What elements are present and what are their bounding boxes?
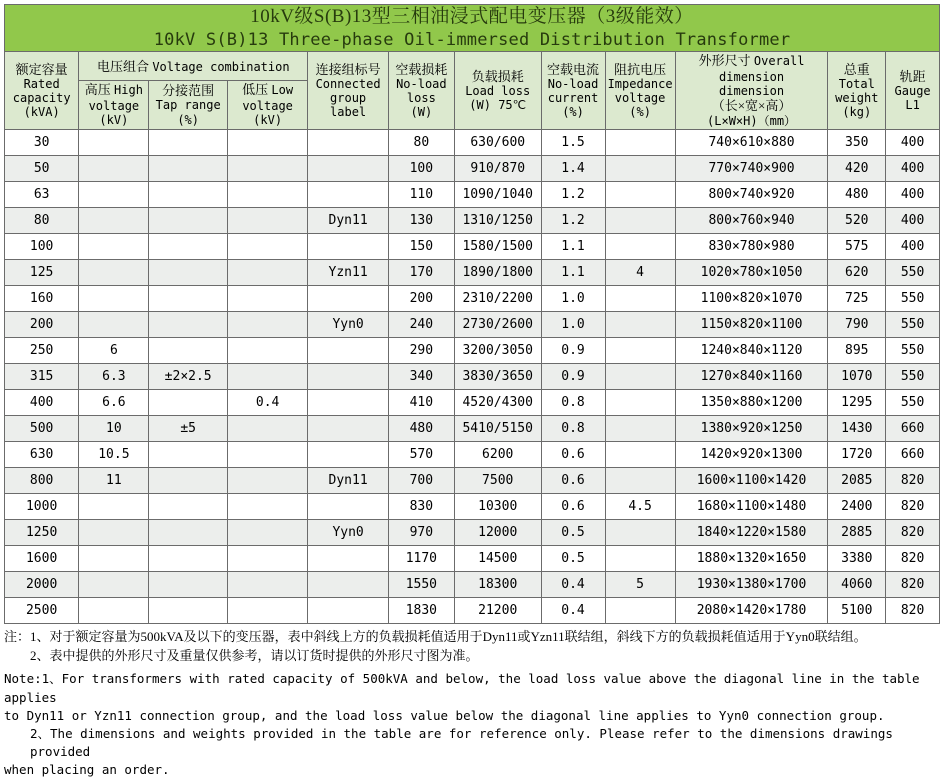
cell-tap-range <box>149 337 227 363</box>
cell-tap-range: ±5 <box>149 415 227 441</box>
cell-load-loss: 1090/1040 <box>454 181 541 207</box>
cell-rated-capacity: 400 <box>5 389 79 415</box>
cell-no-load-loss: 150 <box>388 233 454 259</box>
cell-load-loss: 1310/1250 <box>454 207 541 233</box>
header-total-weight: 总重 Total weight (kg) <box>828 52 886 129</box>
cell-tap-range <box>149 311 227 337</box>
cell-rated-capacity: 1000 <box>5 493 79 519</box>
cell-connected-group <box>308 129 388 155</box>
table-row <box>5 311 940 337</box>
cell-impedance-voltage <box>605 285 675 311</box>
cell-no-load-loss: 570 <box>388 441 454 467</box>
cell-high-voltage <box>79 571 149 597</box>
cell-total-weight: 4060 <box>828 571 886 597</box>
cell-connected-group <box>308 545 388 571</box>
cell-connected-group: Yyn0 <box>308 311 388 337</box>
cell-total-weight: 895 <box>828 337 886 363</box>
cell-no-load-loss: 170 <box>388 259 454 285</box>
cell-tap-range <box>149 389 227 415</box>
cell-gauge: 550 <box>886 389 940 415</box>
cell-no-load-loss: 700 <box>388 467 454 493</box>
cell-connected-group <box>308 233 388 259</box>
table-row <box>5 389 940 415</box>
cell-impedance-voltage <box>605 207 675 233</box>
transformer-spec-table <box>4 4 940 624</box>
cell-rated-capacity: 1250 <box>5 519 79 545</box>
cell-overall-dimension: 1840×1220×1580 <box>675 519 828 545</box>
table-row <box>5 363 940 389</box>
cell-gauge: 400 <box>886 181 940 207</box>
cell-impedance-voltage <box>605 337 675 363</box>
cell-no-load-loss: 830 <box>388 493 454 519</box>
cell-low-voltage <box>227 363 307 389</box>
title-chinese: 10kV级S(B)13型三相油浸式配电变压器（3级能效） <box>250 6 694 27</box>
cell-gauge: 820 <box>886 493 940 519</box>
cell-gauge: 400 <box>886 207 940 233</box>
cell-gauge: 550 <box>886 259 940 285</box>
header-impedance-voltage: 阻抗电压 Impedance voltage (%) <box>605 52 675 129</box>
note-english-2a: 2、The dimensions and weights provided in the table are for reference only. Please refer to the dimensions drawings provided <box>30 725 893 759</box>
cell-load-loss: 3830/3650 <box>454 363 541 389</box>
cell-tap-range <box>149 545 227 571</box>
cell-impedance-voltage <box>605 467 675 493</box>
cell-connected-group: Yyn0 <box>308 519 388 545</box>
cell-gauge: 660 <box>886 441 940 467</box>
cell-tap-range <box>149 155 227 181</box>
cell-impedance-voltage <box>605 181 675 207</box>
cell-tap-range <box>149 467 227 493</box>
cell-rated-capacity: 30 <box>5 129 79 155</box>
cell-rated-capacity: 63 <box>5 181 79 207</box>
table-body <box>5 129 940 623</box>
cell-overall-dimension: 800×760×940 <box>675 207 828 233</box>
cell-impedance-voltage: 4.5 <box>605 493 675 519</box>
cell-high-voltage <box>79 597 149 623</box>
header-high-voltage: 高压 High voltage (kV) <box>79 81 149 130</box>
cell-low-voltage <box>227 337 307 363</box>
cell-low-voltage: 0.4 <box>227 389 307 415</box>
cell-rated-capacity: 2500 <box>5 597 79 623</box>
cell-tap-range <box>149 519 227 545</box>
cell-connected-group: Dyn11 <box>308 207 388 233</box>
cell-no-load-loss: 80 <box>388 129 454 155</box>
cell-rated-capacity: 250 <box>5 337 79 363</box>
note-chinese-1: 注：1、对于额定容量为500kVA及以下的变压器，表中斜线上方的负载损耗值适用于Dyn11或Yzn11联结组，斜线下方的负载损耗值适用于Yyn0联结组。 <box>4 628 867 644</box>
cell-impedance-voltage <box>605 519 675 545</box>
cell-tap-range <box>149 571 227 597</box>
cell-load-loss: 2310/2200 <box>454 285 541 311</box>
table-row <box>5 441 940 467</box>
cell-overall-dimension: 1420×920×1300 <box>675 441 828 467</box>
cell-overall-dimension: 830×780×980 <box>675 233 828 259</box>
cell-no-load-loss: 200 <box>388 285 454 311</box>
header-voltage-combination: 电压组合 Voltage combination <box>79 52 308 81</box>
cell-total-weight: 1720 <box>828 441 886 467</box>
table-row <box>5 571 940 597</box>
cell-overall-dimension: 1880×1320×1650 <box>675 545 828 571</box>
cell-load-loss: 630/600 <box>454 129 541 155</box>
cell-overall-dimension: 1930×1380×1700 <box>675 571 828 597</box>
cell-rated-capacity: 1600 <box>5 545 79 571</box>
cell-low-voltage <box>227 129 307 155</box>
cell-gauge: 550 <box>886 363 940 389</box>
cell-high-voltage <box>79 519 149 545</box>
cell-high-voltage: 6 <box>79 337 149 363</box>
cell-low-voltage <box>227 285 307 311</box>
cell-tap-range: ±2×2.5 <box>149 363 227 389</box>
cell-low-voltage <box>227 233 307 259</box>
table-row <box>5 415 940 441</box>
cell-impedance-voltage <box>605 545 675 571</box>
cell-low-voltage <box>227 415 307 441</box>
cell-load-loss: 3200/3050 <box>454 337 541 363</box>
cell-load-loss: 910/870 <box>454 155 541 181</box>
cell-no-load-current: 1.5 <box>541 129 605 155</box>
cell-low-voltage <box>227 571 307 597</box>
cell-no-load-loss: 110 <box>388 181 454 207</box>
cell-impedance-voltage: 5 <box>605 571 675 597</box>
header-connected-group-label: 连接组标号 Connected group label <box>308 52 388 129</box>
cell-no-load-loss: 240 <box>388 311 454 337</box>
cell-gauge: 660 <box>886 415 940 441</box>
cell-total-weight: 1070 <box>828 363 886 389</box>
cell-rated-capacity: 200 <box>5 311 79 337</box>
cell-no-load-loss: 100 <box>388 155 454 181</box>
cell-low-voltage <box>227 519 307 545</box>
cell-load-loss: 1890/1800 <box>454 259 541 285</box>
cell-no-load-loss: 290 <box>388 337 454 363</box>
cell-tap-range <box>149 493 227 519</box>
table-row <box>5 519 940 545</box>
cell-no-load-loss: 970 <box>388 519 454 545</box>
cell-gauge: 820 <box>886 519 940 545</box>
cell-rated-capacity: 630 <box>5 441 79 467</box>
cell-overall-dimension: 740×610×880 <box>675 129 828 155</box>
cell-connected-group <box>308 181 388 207</box>
cell-overall-dimension: 770×740×900 <box>675 155 828 181</box>
cell-gauge: 820 <box>886 545 940 571</box>
header-no-load-current: 空载电流 No-load current (%) <box>541 52 605 129</box>
cell-no-load-current: 0.6 <box>541 441 605 467</box>
cell-no-load-loss: 410 <box>388 389 454 415</box>
cell-connected-group <box>308 285 388 311</box>
cell-high-voltage <box>79 155 149 181</box>
cell-load-loss: 5410/5150 <box>454 415 541 441</box>
header-overall-dimension: 外形尺寸 Overall dimension dimension （长×宽×高） (L×W×H)（mm） <box>675 52 828 129</box>
cell-rated-capacity: 100 <box>5 233 79 259</box>
cell-no-load-current: 0.4 <box>541 571 605 597</box>
cell-tap-range <box>149 259 227 285</box>
cell-low-voltage <box>227 597 307 623</box>
cell-no-load-loss: 480 <box>388 415 454 441</box>
cell-total-weight: 620 <box>828 259 886 285</box>
cell-connected-group: Dyn11 <box>308 467 388 493</box>
cell-no-load-current: 0.9 <box>541 337 605 363</box>
cell-total-weight: 350 <box>828 129 886 155</box>
table-row <box>5 493 940 519</box>
cell-total-weight: 725 <box>828 285 886 311</box>
cell-overall-dimension: 1240×840×1120 <box>675 337 828 363</box>
cell-overall-dimension: 1350×880×1200 <box>675 389 828 415</box>
cell-impedance-voltage <box>605 311 675 337</box>
cell-connected-group <box>308 493 388 519</box>
cell-impedance-voltage <box>605 441 675 467</box>
cell-no-load-current: 0.6 <box>541 493 605 519</box>
notes-block <box>4 628 940 779</box>
cell-no-load-current: 1.4 <box>541 155 605 181</box>
cell-load-loss: 6200 <box>454 441 541 467</box>
cell-total-weight: 520 <box>828 207 886 233</box>
cell-low-voltage <box>227 545 307 571</box>
cell-low-voltage <box>227 207 307 233</box>
cell-no-load-current: 0.5 <box>541 519 605 545</box>
cell-high-voltage <box>79 285 149 311</box>
cell-rated-capacity: 80 <box>5 207 79 233</box>
cell-rated-capacity: 2000 <box>5 571 79 597</box>
cell-connected-group <box>308 441 388 467</box>
cell-overall-dimension: 1270×840×1160 <box>675 363 828 389</box>
cell-gauge: 400 <box>886 155 940 181</box>
cell-load-loss: 12000 <box>454 519 541 545</box>
cell-total-weight: 3380 <box>828 545 886 571</box>
cell-tap-range <box>149 129 227 155</box>
cell-impedance-voltage <box>605 415 675 441</box>
table-row <box>5 155 940 181</box>
cell-high-voltage <box>79 493 149 519</box>
cell-rated-capacity: 125 <box>5 259 79 285</box>
header-gauge: 轨距 Gauge L1 <box>886 52 940 129</box>
cell-impedance-voltage <box>605 233 675 259</box>
cell-no-load-current: 0.6 <box>541 467 605 493</box>
cell-no-load-current: 1.1 <box>541 233 605 259</box>
cell-load-loss: 1580/1500 <box>454 233 541 259</box>
cell-overall-dimension: 1100×820×1070 <box>675 285 828 311</box>
table-row <box>5 545 940 571</box>
table-row <box>5 259 940 285</box>
cell-impedance-voltage <box>605 597 675 623</box>
cell-rated-capacity: 800 <box>5 467 79 493</box>
table-row <box>5 597 940 623</box>
header-low-voltage: 低压 Low voltage (kV) <box>227 81 307 130</box>
cell-impedance-voltage <box>605 155 675 181</box>
cell-rated-capacity: 500 <box>5 415 79 441</box>
cell-load-loss: 10300 <box>454 493 541 519</box>
cell-connected-group <box>308 363 388 389</box>
cell-tap-range <box>149 181 227 207</box>
cell-no-load-loss: 1830 <box>388 597 454 623</box>
cell-no-load-current: 1.2 <box>541 207 605 233</box>
cell-overall-dimension: 1020×780×1050 <box>675 259 828 285</box>
cell-high-voltage: 11 <box>79 467 149 493</box>
note-english-2b: when placing an order. <box>4 762 170 778</box>
cell-no-load-loss: 130 <box>388 207 454 233</box>
cell-low-voltage <box>227 467 307 493</box>
cell-total-weight: 790 <box>828 311 886 337</box>
table-title-cell <box>5 5 940 52</box>
cell-gauge: 550 <box>886 337 940 363</box>
note-chinese-2: 2、表中提供的外形尺寸及重量仅供参考，请以订货时提供的外形尺寸图为准。 <box>30 647 479 663</box>
cell-high-voltage <box>79 259 149 285</box>
cell-impedance-voltage <box>605 389 675 415</box>
cell-overall-dimension: 2080×1420×1780 <box>675 597 828 623</box>
cell-connected-group <box>308 597 388 623</box>
note-english-1a: Note:1、For transformers with rated capacity of 500kVA and below, the load loss value above the diagonal line in the table applies <box>4 671 920 705</box>
cell-gauge: 400 <box>886 129 940 155</box>
cell-gauge: 550 <box>886 285 940 311</box>
cell-tap-range <box>149 441 227 467</box>
cell-connected-group <box>308 337 388 363</box>
table-row <box>5 207 940 233</box>
cell-total-weight: 1295 <box>828 389 886 415</box>
cell-connected-group <box>308 389 388 415</box>
cell-gauge: 820 <box>886 597 940 623</box>
cell-gauge: 820 <box>886 467 940 493</box>
cell-connected-group: Yzn11 <box>308 259 388 285</box>
cell-low-voltage <box>227 259 307 285</box>
cell-high-voltage: 6.3 <box>79 363 149 389</box>
cell-tap-range <box>149 207 227 233</box>
cell-low-voltage <box>227 155 307 181</box>
cell-load-loss: 21200 <box>454 597 541 623</box>
cell-no-load-current: 0.8 <box>541 415 605 441</box>
cell-no-load-current: 1.1 <box>541 259 605 285</box>
title-english: 10kV S(B)13 Three-phase Oil-immersed Distribution Transformer <box>153 30 791 51</box>
table-header-row-1 <box>5 52 940 81</box>
header-load-loss: 负载损耗 Load loss (W) 75℃ <box>454 52 541 129</box>
cell-overall-dimension: 1600×1100×1420 <box>675 467 828 493</box>
cell-total-weight: 1430 <box>828 415 886 441</box>
table-row <box>5 233 940 259</box>
cell-gauge: 400 <box>886 233 940 259</box>
cell-no-load-current: 1.0 <box>541 285 605 311</box>
cell-load-loss: 18300 <box>454 571 541 597</box>
cell-total-weight: 480 <box>828 181 886 207</box>
cell-high-voltage <box>79 233 149 259</box>
cell-load-loss: 14500 <box>454 545 541 571</box>
table-row <box>5 181 940 207</box>
table-row <box>5 285 940 311</box>
cell-load-loss: 4520/4300 <box>454 389 541 415</box>
table-row <box>5 467 940 493</box>
cell-total-weight: 2085 <box>828 467 886 493</box>
cell-total-weight: 5100 <box>828 597 886 623</box>
cell-no-load-current: 0.8 <box>541 389 605 415</box>
cell-high-voltage <box>79 311 149 337</box>
cell-no-load-loss: 1170 <box>388 545 454 571</box>
cell-low-voltage <box>227 493 307 519</box>
cell-load-loss: 2730/2600 <box>454 311 541 337</box>
cell-connected-group <box>308 155 388 181</box>
cell-connected-group <box>308 571 388 597</box>
cell-high-voltage: 6.6 <box>79 389 149 415</box>
cell-low-voltage <box>227 441 307 467</box>
cell-overall-dimension: 1380×920×1250 <box>675 415 828 441</box>
cell-total-weight: 575 <box>828 233 886 259</box>
cell-no-load-current: 1.2 <box>541 181 605 207</box>
cell-gauge: 820 <box>886 571 940 597</box>
cell-high-voltage <box>79 181 149 207</box>
header-tap-range: 分接范围 Tap range (%) <box>149 81 227 130</box>
cell-overall-dimension: 1150×820×1100 <box>675 311 828 337</box>
cell-rated-capacity: 50 <box>5 155 79 181</box>
header-no-load-loss: 空载损耗 No-load loss (W) <box>388 52 454 129</box>
table-row <box>5 129 940 155</box>
cell-no-load-current: 0.4 <box>541 597 605 623</box>
cell-high-voltage <box>79 129 149 155</box>
cell-no-load-loss: 340 <box>388 363 454 389</box>
cell-high-voltage <box>79 207 149 233</box>
cell-high-voltage: 10.5 <box>79 441 149 467</box>
cell-rated-capacity: 315 <box>5 363 79 389</box>
table-row <box>5 337 940 363</box>
note-english-1b: to Dyn11 or Yzn11 connection group, and the load loss value below the diagonal line applies to Yyn0 connection group. <box>4 707 885 723</box>
cell-gauge: 550 <box>886 311 940 337</box>
cell-tap-range <box>149 233 227 259</box>
cell-high-voltage: 10 <box>79 415 149 441</box>
cell-no-load-current: 1.0 <box>541 311 605 337</box>
cell-no-load-current: 0.9 <box>541 363 605 389</box>
cell-rated-capacity: 160 <box>5 285 79 311</box>
cell-no-load-loss: 1550 <box>388 571 454 597</box>
cell-overall-dimension: 1680×1100×1480 <box>675 493 828 519</box>
cell-impedance-voltage <box>605 129 675 155</box>
cell-overall-dimension: 800×740×920 <box>675 181 828 207</box>
cell-load-loss: 7500 <box>454 467 541 493</box>
cell-tap-range <box>149 285 227 311</box>
cell-no-load-current: 0.5 <box>541 545 605 571</box>
cell-impedance-voltage <box>605 363 675 389</box>
cell-total-weight: 2400 <box>828 493 886 519</box>
header-rated-capacity: 额定容量 Rated capacity (kVA) <box>5 52 79 129</box>
cell-low-voltage <box>227 181 307 207</box>
cell-total-weight: 420 <box>828 155 886 181</box>
cell-impedance-voltage: 4 <box>605 259 675 285</box>
cell-connected-group <box>308 415 388 441</box>
cell-tap-range <box>149 597 227 623</box>
cell-total-weight: 2885 <box>828 519 886 545</box>
cell-high-voltage <box>79 545 149 571</box>
cell-low-voltage <box>227 311 307 337</box>
